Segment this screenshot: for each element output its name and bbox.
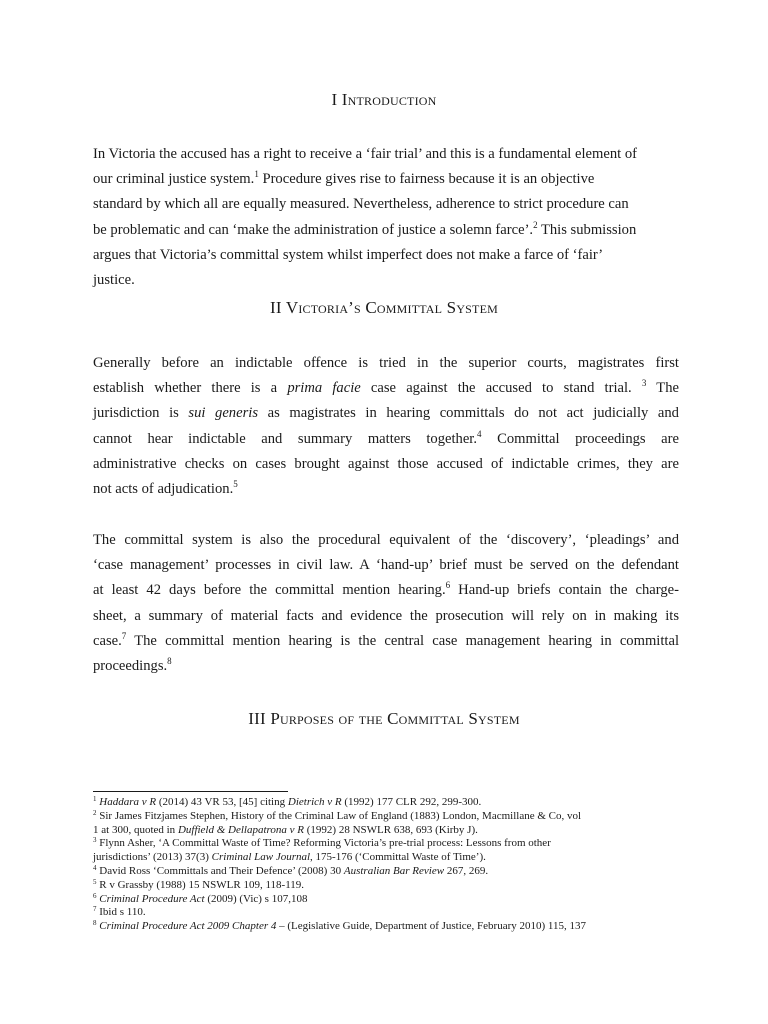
paragraph-introduction <box>93 142 679 293</box>
footnote-1: $^1$ Haddara v R (2014) 43 VR 53, [45] citing Dietrich v R (1992) 177 CLR 292, 299-300. <box>93 795 482 808</box>
text-line: argues that Victoria’s committal system whilst imperfect does not make a farce of ‘fair’ <box>93 246 604 263</box>
text-line: case.$^7$ The committal mention hearing is the central case management hearing in committal <box>93 630 679 649</box>
footnote-6: $^6$ Criminal Procedure Act (2009) (Vic) s 107,108 <box>93 891 308 905</box>
text-line: at least 42 days before the committal mention hearing.$^6$ Hand-up briefs contain the charge- <box>93 580 679 599</box>
text-line: cannot hear indictable and summary matters together.$^4$ Committal proceedings are <box>93 428 679 447</box>
footnote-ref[interactable]: 1 <box>254 169 259 180</box>
footnote-ref[interactable]: 2 <box>533 219 538 230</box>
text-line: jurisdiction is sui generis as magistrates in hearing committals do not act judicially and <box>93 405 679 422</box>
text-line: not acts of adjudication.$^5$ <box>93 478 238 497</box>
text-line: ‘case management’ processes in civil law. A ‘hand-up’ brief must be served on the defendant <box>93 557 679 574</box>
text-line: administrative checks on cases brought against those accused of indictable crimes, they are <box>93 455 679 472</box>
footnote-8: $^8$ Criminal Procedure Act 2009 Chapter 4 – (Legislative Guide, Department of Justice, February 2010) 115, 137 <box>93 919 587 933</box>
text-line: be problematic and can ‘make the administration of justice a solemn farce’.$^2$ This submission <box>93 219 637 238</box>
heading-introduction: I Introduction <box>331 90 437 109</box>
text-line: In Victoria the accused has a right to receive a ‘fair trial’ and this is a fundamental element of <box>93 146 638 162</box>
text-line: sheet, a summary of material facts and evidence the prosecution will rely on in making its <box>93 607 679 624</box>
footnote-ref[interactable]: 4 <box>477 428 482 439</box>
footnote-3: $^3$ Flynn Asher, ‘A Committal Waste of Time? Reforming Victoria’s pre-trial process: Lessons from other <box>93 836 551 850</box>
footnote-5: $^5$ R v Grassby (1988) 15 NSWLR 109, 118-119. <box>93 877 305 891</box>
paragraph-committal-system <box>93 351 679 502</box>
text-line: The committal system is also the procedural equivalent of the ‘discovery’, ‘pleadings’ and <box>93 532 679 548</box>
footnote-ref[interactable]: 8 <box>167 655 172 666</box>
paragraph-procedural-equivalent <box>93 528 679 679</box>
footnotes <box>93 796 683 934</box>
footnote-4: $^4$ David Ross ‘Committals and Their Defence’ (2008) 30 Australian Bar Review 267, 269. <box>93 863 489 877</box>
footnote-7: $^7$ Ibid s 110. <box>93 905 146 919</box>
heading-purposes: III Purposes of the Committal System <box>248 709 520 728</box>
footnote-2-cont: 1 at 300, quoted in Duffield & Dellapatrona v R (1992) 28 NSWLR 638, 693 (Kirby J). <box>93 823 478 836</box>
footnote-ref[interactable]: 5 <box>233 478 238 489</box>
text-line: establish whether there is a prima facie case against the accused to stand trial. $^3$ The <box>93 378 679 397</box>
footnote-3-cont: jurisdictions’ (2013) 37(3) Criminal Law Journal, 175-176 (‘Committal Waste of Time’). <box>93 851 486 864</box>
text-line: our criminal justice system.$^1$ Procedure gives rise to fairness because it is an objective <box>93 169 595 188</box>
footnote-2: $^2$ Sir James Fitzjames Stephen, History of the Criminal Law of England (1883) London, Macmillane & Co, vol <box>93 808 582 822</box>
text-line: Generally before an indictable offence is tried in the superior courts, magistrates first <box>93 355 679 371</box>
text-line: justice. <box>93 271 135 288</box>
text-line: standard by which all are equally measured. Nevertheless, adherence to strict procedure can <box>93 196 629 213</box>
footnote-ref[interactable]: 3 <box>641 378 647 389</box>
footnote-ref[interactable]: 7 <box>121 630 127 641</box>
footnote-ref[interactable]: 6 <box>445 580 451 591</box>
footnote-separator <box>93 791 288 792</box>
text-line: proceedings.$^8$ <box>93 655 172 674</box>
heading-committal-system: II Victoria’s Committal System <box>270 298 498 317</box>
